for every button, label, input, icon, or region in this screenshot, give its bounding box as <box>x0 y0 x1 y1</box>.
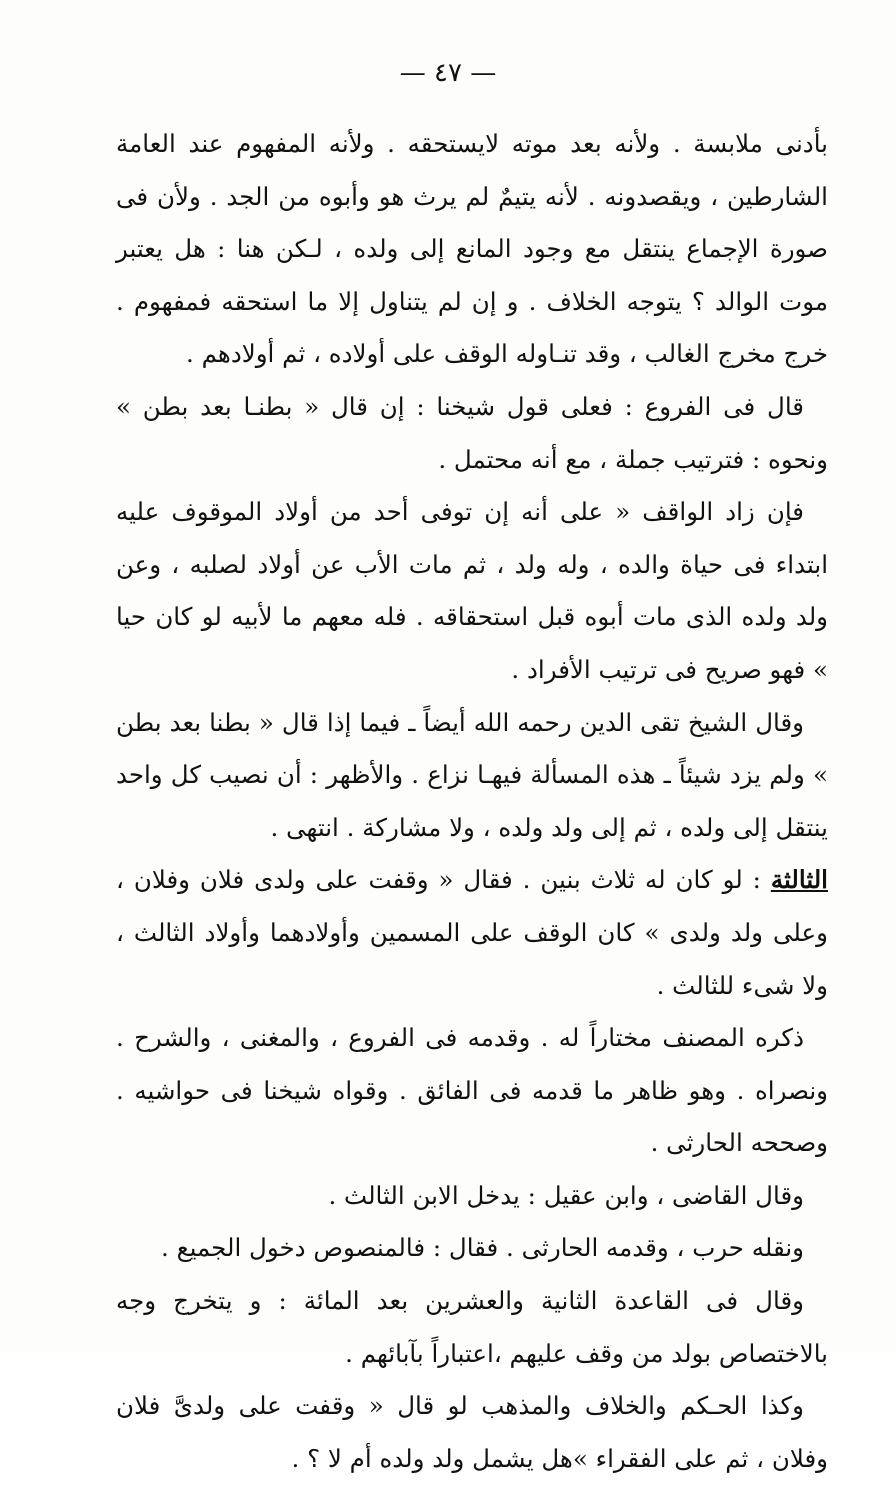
paragraph-6: ذكره المصنف مختاراً له . وقدمه فى الفروع ، والمغنى ، والشرح . ونصراه . وهو ظاهر ما قدمه فى الفائق . وقواه شيخنا فى حواشيه . وصححه الحارثى . <box>116 1023 828 1158</box>
paragraph-3: فإن زاد الواقف « على أنه إن توفى أحد من أولاد الموقوف عليه ابتداء فى حياة والده ، وله ولد ، ثم مات الأب عن أولاد لصلبه ، وعن ولد ولده الذى مات أبوه قبل استحقاقه . فله معهم ما لأبيه لو كان حيا » فهو صريح فى ترتيب الأفراد . <box>116 497 828 684</box>
page-body <box>116 118 828 1485</box>
paragraph-4: وقال الشيخ تقى الدين رحمه الله أيضاً ـ فيما إذا قال « بطنا بعد بطن » ولم يزد شيئاً ـ هذه المسألة فيهـا نزاع . والأظهر : أن نصيب كل واحد ينتقل إلى ولده ، ثم إلى ولد ولده ، ولا مشاركة . انتهى . <box>116 707 828 842</box>
page-number: — ٤٧ — <box>399 58 497 88</box>
section-label-third: الثالثة <box>770 865 828 895</box>
paragraph-10: وكذا الحـكم والخلاف والمذهب لو قال « وقفت على ولدىَّ فلان وفلان ، ثم على الفقراء »هل يشمل ولد ولده أم لا ؟ . <box>116 1391 828 1473</box>
paragraph-8: ونقله حرب ، وقدمه الحارثى . فقال : فالمنصوص دخول الجميع . <box>161 1233 804 1263</box>
paragraph-7: وقال القاضى ، وابن عقيل : يدخل الابن الثالث . <box>328 1180 804 1210</box>
paragraph-9: وقال فى القاعدة الثانية والعشرين بعد المائة : و يتخرج وجه بالاختصاص بولد من وقف عليهم ،اعتباراً بآبائهم . <box>116 1286 828 1368</box>
paragraph-1: بأدنى ملابسة . ولأنه بعد موته لايستحقه . ولأنه المفهوم عند العامة الشارطين ، ويقصدونه . لأنه يتيمٌ لم يرث هو وأبوه من الجد . ولأن فى صورة الإجماع ينتقل مع وجود المانع إلى ولده ، لـكن هنا : هل يعتبر موت الوالد ؟ يتوجه الخلاف . و إن لم يتناول إلا ما استحقه فمفهوم . خرج مخرج الغالب ، وقد تنـاوله الوقف على أولاده ، ثم أولادهم . <box>116 129 828 369</box>
paragraph-5 <box>116 854 828 1012</box>
paragraph-5-text: : لو كان له ثلاث بنين . فقال « وقفت على ولدى فلان وفلان ، وعلى ولد ولدى » كان الوقف على المسمين وأولادهما وأولاد الثالث ، ولا شىء للثالث . <box>116 865 828 1000</box>
paragraph-2: قال فى الفروع : فعلى قول شيخنا : إن قال « بطنـا بعد بطن » ونحوه : فترتيب جملة ، مع أنه محتمل . <box>116 391 828 474</box>
